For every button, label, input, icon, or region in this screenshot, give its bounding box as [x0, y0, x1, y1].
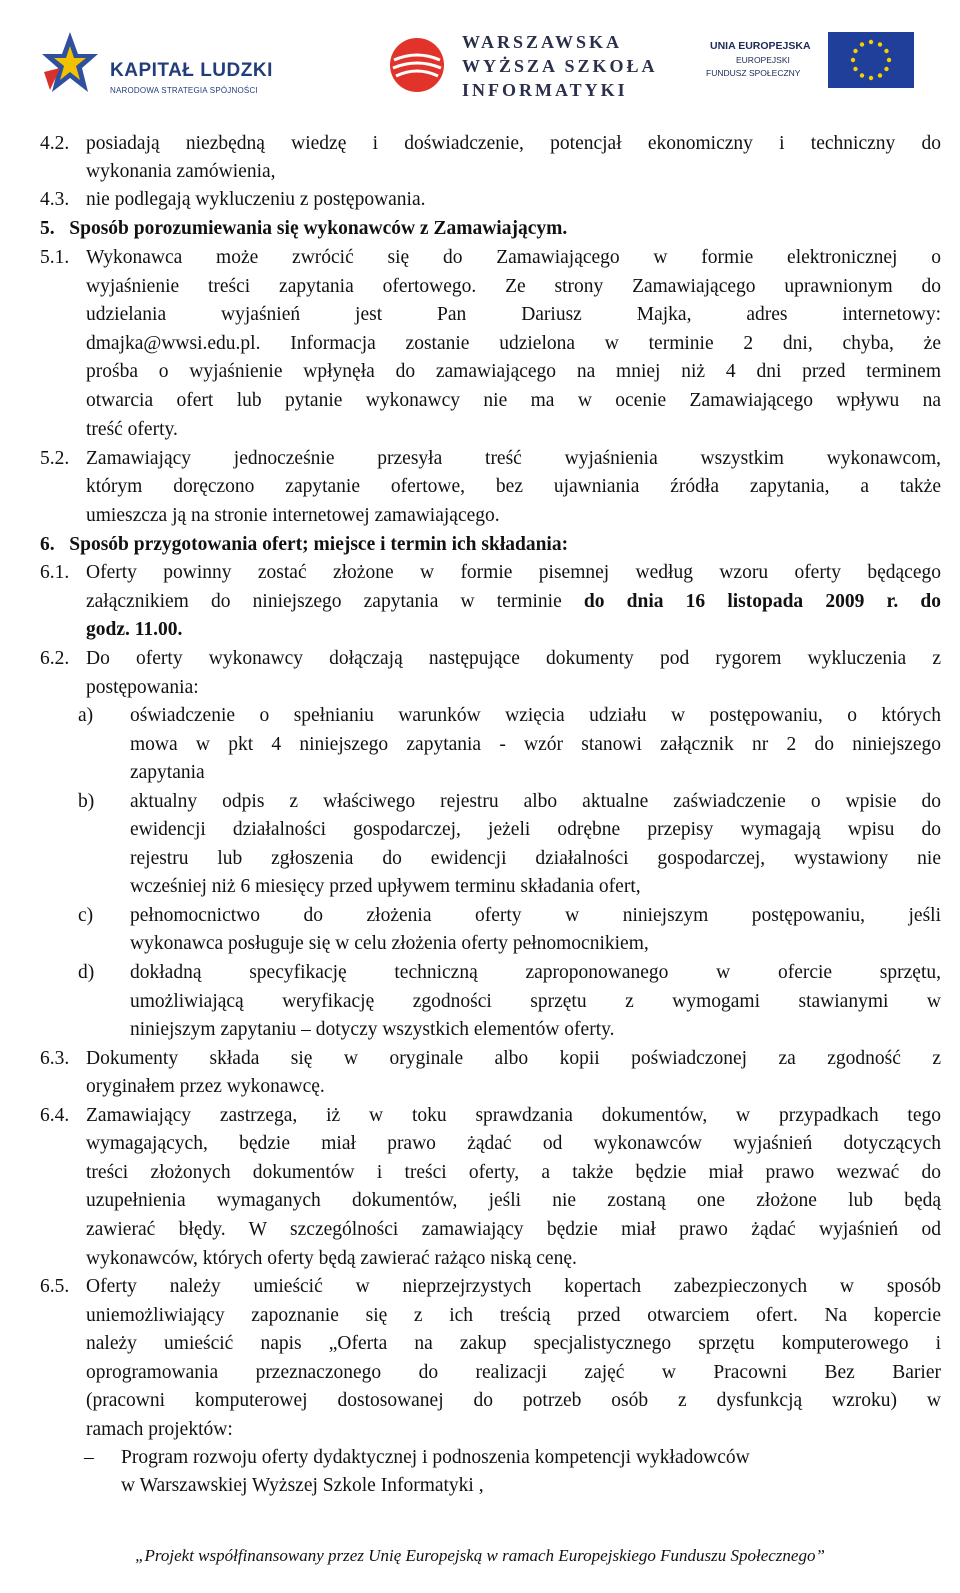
paragraph-line: uzupełnienia wymaganych dokumentów, jeśli nie zostaną one złożone lub będą: [86, 1190, 941, 1211]
paragraph-line: należy umieścić napis „Oferta na zakup specjalistycznego sprzętu komputerowego i: [86, 1333, 941, 1354]
item-number: 5.2.: [40, 448, 70, 469]
list-item-line: zapytania: [130, 762, 205, 783]
item-number: 6.1.: [40, 562, 70, 583]
paragraph-line: [86, 588, 941, 616]
eu-flag-icon: [828, 32, 914, 88]
list-item-line: ewidencji działalności gospodarczej, jeżeli odrębne przepisy wymagają wpisu do: [130, 819, 941, 840]
ue-subtitle-2: FUNDUSZ SPOŁECZNY: [706, 68, 801, 78]
paragraph-line: (pracowni komputerowej dostosowanej do potrzeb osób z dysfunkcją wzroku) w: [86, 1390, 941, 1411]
paragraph-line: zawierać błędy. W szczególności zamawiający będzie miał prawo żądać wyjaśnień od: [86, 1219, 941, 1240]
paragraph-line: Zamawiający jednocześnie przesyła treść wyjaśnienia wszystkim wykonawcom,: [86, 448, 941, 469]
bullet-dash: –: [84, 1447, 94, 1468]
paragraph-line: wykonania zamówienia,: [86, 161, 276, 182]
paragraph-line: wykonawców, których oferty będą zawierać rażąco niską cenę.: [86, 1248, 577, 1269]
list-item-line: mowa w pkt 4 niniejszego zapytania - wzór stanowi załącznik nr 2 do niniejszego: [130, 734, 941, 755]
paragraph-line: Zamawiający zastrzega, iż w toku sprawdzania dokumentów, w przypadkach tego: [86, 1105, 941, 1126]
paragraph-line: posiadają niezbędną wiedzę i doświadczenie, potencjał ekonomiczny i techniczny do: [86, 133, 941, 154]
paragraph-line: otwarcia ofert lub pytanie wykonawcy nie ma w ocenie Zamawiającego wpływu na: [86, 390, 941, 411]
paragraph-line: ramach projektów:: [86, 1419, 233, 1440]
paragraph-line: oprogramowania przeznaczonego do realizacji zajęć w Pracowni Bez Barier: [86, 1362, 941, 1383]
kapital-ludzki-subtitle: NARODOWA STRATEGIA SPÓJNOŚCI: [110, 86, 258, 95]
list-item-line: umożliwiającą weryfikację zgodności sprzętu z wymogami stawianymi w: [130, 991, 941, 1012]
paragraph-line: prośba o wyjaśnienie wpłynęła do zamawiającego na mniej niż 4 dni przed terminem: [86, 361, 941, 382]
paragraph-line: umieszcza ją na stronie internetowej zamawiającego.: [86, 505, 500, 526]
ue-title: UNIA EUROPEJSKA: [710, 40, 811, 52]
list-item-line: niniejszym zapytaniu – dotyczy wszystkich elementów oferty.: [130, 1019, 615, 1040]
wwsi-emblem-icon: [388, 36, 446, 94]
bullet-line: w Warszawskiej Wyższej Szkole Informatyki ,: [121, 1475, 484, 1496]
list-item-line: aktualny odpis z właściwego rejestru albo aktualne zaświadczenie o wpisie do: [130, 791, 941, 812]
kapital-ludzki-logo: [30, 20, 273, 115]
list-letter: c): [78, 905, 94, 926]
paragraph-line: treść oferty.: [86, 419, 178, 440]
paragraph-line: dmajka@wwsi.edu.pl. Informacja zostanie udzielona w terminie 2 dni, chyba, że: [86, 333, 941, 354]
wwsi-line-2: WYŻSZA SZKOŁA: [462, 56, 658, 76]
list-item-line: dokładną specyfikację techniczną zaproponowanego w ofercie sprzętu,: [130, 962, 941, 983]
list-item-line: wykonawca posługuje się w celu złożenia oferty pełnomocnikiem,: [130, 933, 649, 954]
paragraph-line: Dokumenty składa się w oryginale albo kopii poświadczonej za zgodność z: [86, 1048, 941, 1069]
list-letter: d): [78, 962, 95, 983]
item-number: 6.2.: [40, 648, 70, 669]
item-number: 4.3.: [40, 189, 70, 210]
kapital-ludzki-name: KAPITAŁ LUDZKI: [110, 60, 273, 81]
item-number: 6.5.: [40, 1276, 70, 1297]
wwsi-line-1: WARSZAWSKA: [462, 32, 623, 52]
paragraph-text: załącznikiem do niniejszego zapytania w terminie: [86, 591, 584, 612]
unia-europejska-logo: [700, 28, 930, 98]
list-item-line: pełnomocnictwo do złożenia oferty w niniejszym postępowaniu, jeśli: [130, 905, 941, 926]
paragraph-line: uniemożliwiający zapoznanie się z ich treścią przed otwarciem ofert. Na kopercie: [86, 1305, 941, 1326]
paragraph-line: Do oferty wykonawcy dołączają następujące dokumenty pod rygorem wykluczenia z: [86, 648, 941, 669]
wwsi-logo: [380, 18, 658, 113]
item-number: 6.3.: [40, 1048, 70, 1069]
page-footer: „Projekt współfinansowany przez Unię Europejską w ramach Europejskiego Funduszu Społecznego”: [135, 1546, 825, 1565]
paragraph-line: którym doręczono zapytanie ofertowe, bez ujawniania źródła zapytania, a także: [86, 476, 941, 497]
bullet-line: Program rozwoju oferty dydaktycznej i podnoszenia kompetencji wykładowców: [121, 1447, 750, 1468]
deadline-time: godz. 11.00.: [86, 619, 183, 640]
header-logos: [0, 0, 960, 128]
paragraph-line: nie podlegają wykluczeniu z postępowania.: [86, 189, 426, 210]
paragraph-line: wyjaśnienie treści zapytania ofertowego. Ze strony Zamawiającego uprawnionym do: [86, 276, 941, 297]
item-number: 4.2.: [40, 133, 70, 154]
paragraph-line: treści złożonych dokumentów i treści oferty, a także będzie miał prawo wezwać do: [86, 1162, 941, 1183]
wwsi-line-3: INFORMATYKI: [462, 80, 628, 100]
section-heading: 5. Sposób porozumiewania się wykonawców z Zamawiającym.: [40, 218, 568, 239]
list-letter: a): [78, 705, 94, 726]
item-number: 6.4.: [40, 1105, 70, 1126]
paragraph-line: Oferty należy umieścić w nieprzejrzystych kopertach zabezpieczonych w sposób: [86, 1276, 941, 1297]
list-item-line: wcześniej niż 6 miesięcy przed upływem terminu składania ofert,: [130, 876, 641, 897]
paragraph-line: udzielania wyjaśnień jest Pan Dariusz Majka, adres internetowy:: [86, 304, 941, 325]
list-letter: b): [78, 791, 95, 812]
paragraph-line: wymagających, będzie miał prawo żądać od wykonawców wyjaśnień dotyczących: [86, 1133, 941, 1154]
deadline-date: do dnia 16 listopada 2009 r. do: [583, 591, 941, 612]
list-item-line: oświadczenie o spełnianiu warunków wzięcia udziału w postępowaniu, o których: [130, 705, 941, 726]
paragraph-line: postępowania:: [86, 677, 199, 698]
list-item-line: rejestru lub zgłoszenia do ewidencji działalności gospodarczej, wystawiony nie: [130, 848, 941, 869]
paragraph-line: Oferty powinny zostać złożone w formie pisemnej według wzoru oferty będącego: [86, 562, 941, 583]
kapital-ludzki-star-icon: [40, 28, 100, 98]
paragraph-line: Wykonawca może zwrócić się do Zamawiającego w formie elektronicznej o: [86, 247, 941, 268]
section-heading: 6. Sposób przygotowania ofert; miejsce i termin ich składania:: [40, 534, 569, 555]
ue-subtitle-1: EUROPEJSKI: [736, 55, 790, 65]
item-number: 5.1.: [40, 247, 70, 268]
paragraph-line: oryginałem przez wykonawcę.: [86, 1076, 325, 1097]
